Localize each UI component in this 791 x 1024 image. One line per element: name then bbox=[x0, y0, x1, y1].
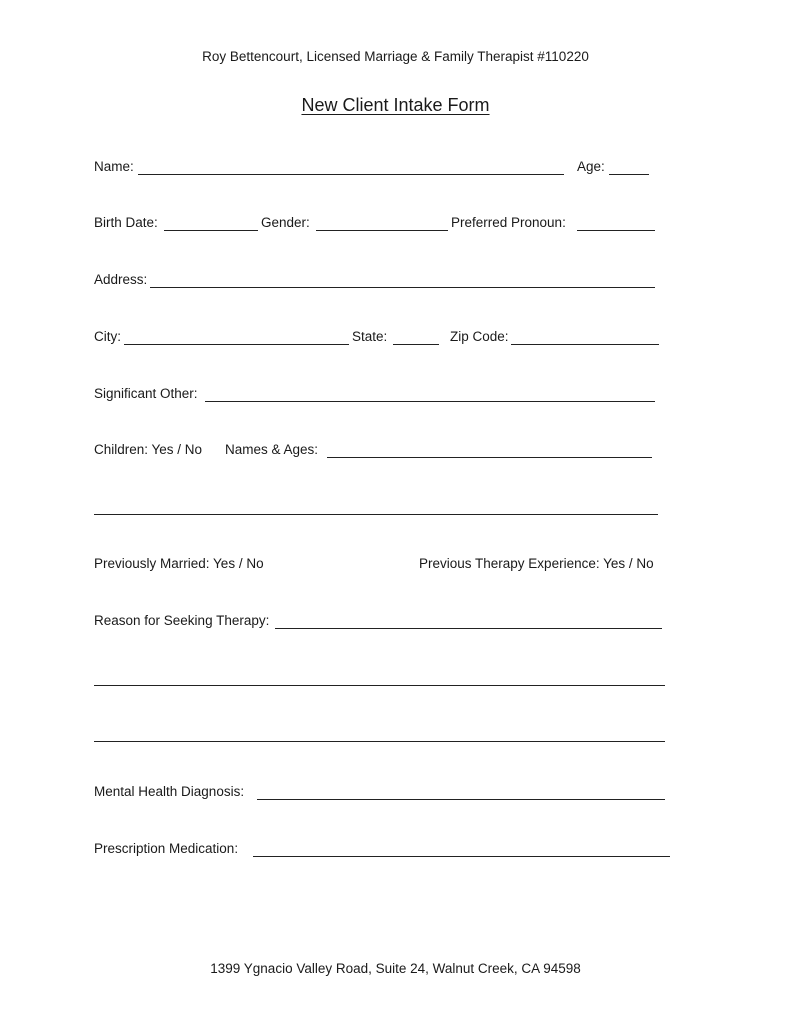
footer-address: 1399 Ygnacio Valley Road, Suite 24, Walnut Creek, CA 94598 bbox=[210, 961, 581, 976]
pronoun-field[interactable] bbox=[577, 230, 655, 231]
label-name: Name: bbox=[94, 159, 134, 174]
city-field[interactable] bbox=[124, 344, 349, 345]
gender-field[interactable] bbox=[316, 230, 448, 231]
label-previously-married: Previously Married: Yes / No bbox=[94, 556, 264, 571]
age-field[interactable] bbox=[609, 174, 649, 175]
label-previous-therapy: Previous Therapy Experience: Yes / No bbox=[419, 556, 654, 571]
state-field[interactable] bbox=[393, 344, 439, 345]
zip-field[interactable] bbox=[511, 344, 659, 345]
reason-field-line-2[interactable] bbox=[94, 685, 665, 686]
label-diagnosis: Mental Health Diagnosis: bbox=[94, 784, 245, 799]
page-title-text: New Client Intake Form bbox=[301, 95, 490, 115]
label-medication: Prescription Medication: bbox=[94, 841, 239, 856]
label-address: Address: bbox=[94, 272, 148, 287]
label-reason: Reason for Seeking Therapy: bbox=[94, 613, 270, 628]
label-age: Age: bbox=[577, 159, 605, 174]
label-names-ages: Names & Ages: bbox=[225, 442, 319, 457]
medication-field[interactable] bbox=[253, 856, 670, 857]
birth-date-field[interactable] bbox=[164, 230, 258, 231]
label-state: State: bbox=[352, 329, 388, 344]
names-ages-field[interactable] bbox=[327, 457, 652, 458]
reason-field[interactable] bbox=[275, 628, 662, 629]
page-title bbox=[0, 95, 791, 116]
label-gender: Gender: bbox=[261, 215, 310, 230]
reason-field-line-3[interactable] bbox=[94, 741, 665, 742]
header-therapist: Roy Bettencourt, Licensed Marriage & Family Therapist #110220 bbox=[202, 49, 589, 64]
significant-other-field[interactable] bbox=[205, 401, 655, 402]
label-zip: Zip Code: bbox=[450, 329, 509, 344]
names-ages-field-line-2[interactable] bbox=[94, 514, 658, 515]
diagnosis-field[interactable] bbox=[257, 799, 665, 800]
label-birth-date: Birth Date: bbox=[94, 215, 158, 230]
label-significant-other: Significant Other: bbox=[94, 386, 198, 401]
label-children: Children: Yes / No bbox=[94, 442, 203, 457]
label-city: City: bbox=[94, 329, 121, 344]
name-field[interactable] bbox=[138, 174, 564, 175]
label-pronoun: Preferred Pronoun: bbox=[451, 215, 566, 230]
address-field[interactable] bbox=[150, 287, 655, 288]
